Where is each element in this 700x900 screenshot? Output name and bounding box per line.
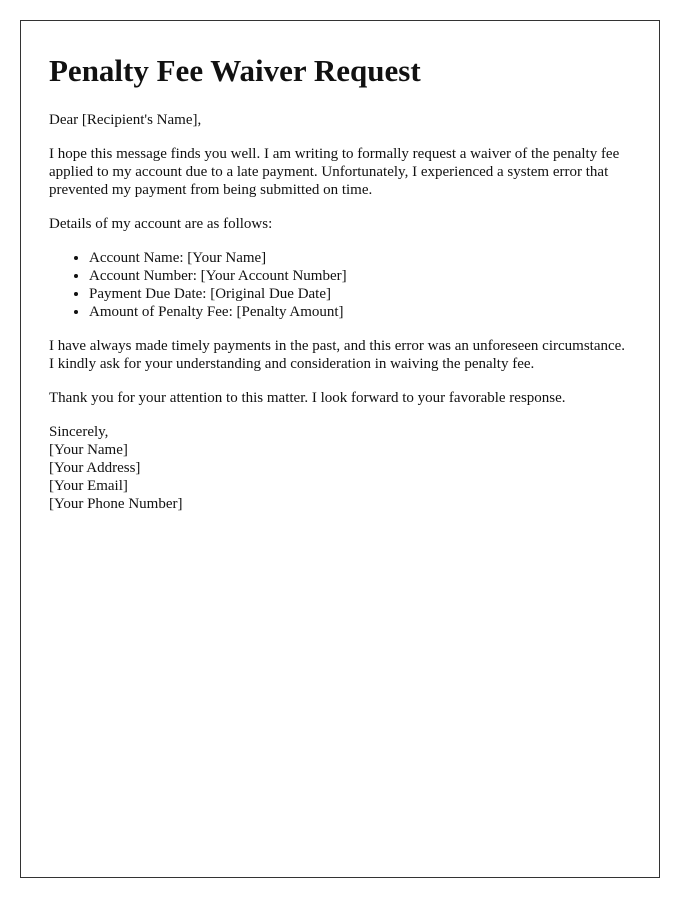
signature-phone: [Your Phone Number]: [49, 496, 183, 512]
closing-phrase: Sincerely,: [49, 424, 109, 440]
intro-paragraph: I hope this message finds you well. I am writing to formally request a waiver of the penalty fee applied to my account due to a late payment. Unfortunately, I experienced a system error that prevented my payment from being submitted on time.: [49, 146, 620, 198]
history-paragraph: I have always made timely payments in the past, and this error was an unforeseen circumstance. I kindly ask for your understanding and consideration in waiving the penalty fee.: [49, 338, 626, 372]
detail-penalty-amount: • Amount of Penalty Fee: [Penalty Amount]: [89, 303, 631, 321]
detail-payment-due-date: • Payment Due Date: [Original Due Date]: [89, 285, 631, 303]
closing-block: [49, 423, 631, 513]
signature-name: [Your Name]: [49, 442, 128, 458]
detail-account-number: • Account Number: [Your Account Number]: [89, 267, 631, 285]
salutation: Dear [Recipient's Name],: [49, 112, 202, 128]
signature-email: [Your Email]: [49, 478, 128, 494]
signature-address: [Your Address]: [49, 460, 141, 476]
letter-page: [20, 20, 660, 878]
detail-account-name: • Account Name: [Your Name]: [89, 249, 631, 267]
letter-title: Penalty Fee Waiver Request: [49, 53, 421, 88]
details-intro: Details of my account are as follows:: [49, 216, 273, 232]
account-details-list: [49, 249, 631, 321]
thanks-paragraph: Thank you for your attention to this matter. I look forward to your favorable response.: [49, 390, 566, 406]
